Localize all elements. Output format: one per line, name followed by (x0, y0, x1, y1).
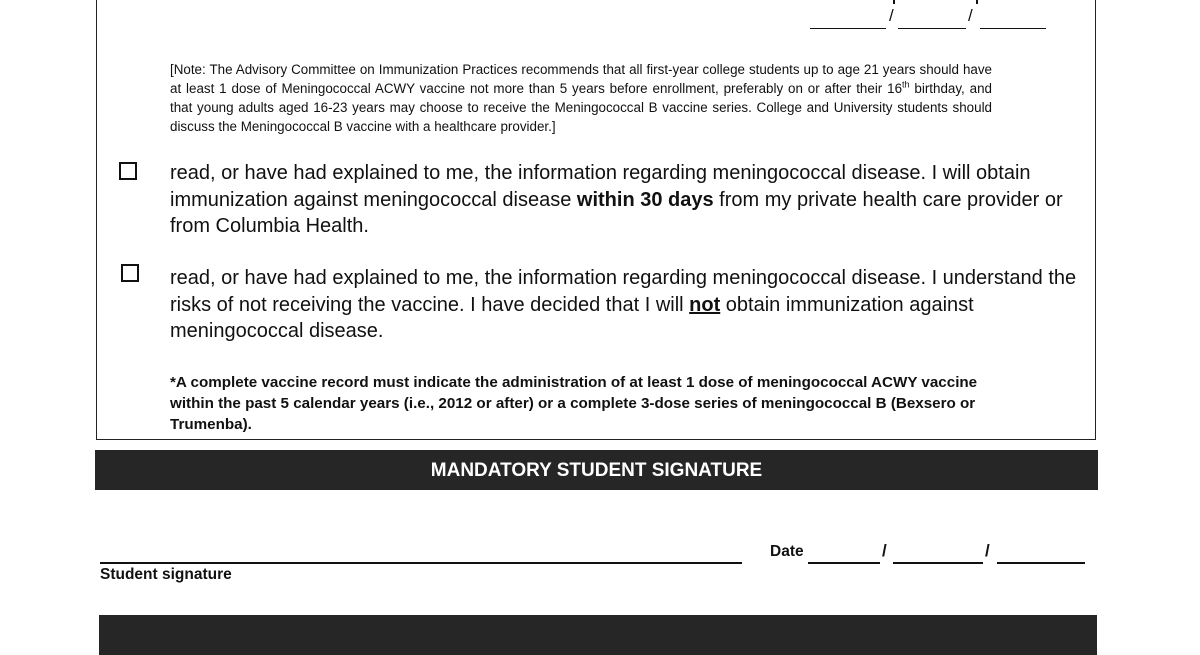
option-obtain-checkbox[interactable] (119, 162, 137, 180)
date-slash-mark (976, 0, 978, 4)
note-superscript: th (902, 79, 910, 90)
option-decline-text-a: read, or have had explained to me, the information regarding meningococcal disease. I understand the risks of not receiving the vaccine. I have decided that I will (170, 267, 1077, 316)
signature-section-header: MANDATORY STUDENT SIGNATURE (95, 450, 1098, 490)
top-date-slash: / (889, 6, 894, 25)
signature-date-slash: / (985, 541, 990, 560)
signature-date-slash: / (882, 541, 887, 560)
top-date-slash: / (968, 6, 973, 25)
option-obtain-text-a: read, or have had explained to me, the information regarding meningococcal disease. I will obtain immunization against meningococcal disease (170, 162, 1031, 211)
option-decline-checkbox[interactable] (121, 264, 139, 282)
option-obtain-deadline: within 30 days (576, 188, 714, 211)
signature-date-label: Date (770, 543, 804, 560)
student-signature-line[interactable] (100, 544, 742, 564)
signature-date-day-line[interactable] (893, 562, 983, 564)
note-text: [Note: The Advisory Committee on Immunization Practices recommends that all first-year college students up to age 21 years should have at least 1 dose of Meningococcal ACWY vaccine not more than 5 years before enrollment, preferably on or after their 16 (170, 62, 992, 96)
top-date-year-line[interactable] (980, 28, 1046, 29)
note-text-continued: birthday, and that young adults aged 16-23 years may choose to receive the Meningococcal B vaccine series. College and University students should discuss the Meningococcal B vaccine with a healthcare provider.] (170, 81, 992, 134)
signature-date-year-line[interactable] (997, 562, 1085, 564)
next-section-header-bar (99, 615, 1097, 655)
option-obtain-text (170, 160, 1080, 240)
top-date-day-line[interactable] (898, 28, 966, 29)
student-signature-label: Student signature (100, 566, 232, 583)
signature-date-month-line[interactable] (808, 562, 880, 564)
option-obtain-text-b: from my private health care provider or from Columbia Health. (170, 188, 1063, 237)
option-decline-text (170, 265, 1080, 345)
option-decline-text-b: obtain immunization against meningococcal disease. (170, 293, 974, 342)
option-decline-not: not (689, 293, 721, 316)
vaccine-record-requirement: *A complete vaccine record must indicate the administration of at least 1 dose of meningococcal ACWY vaccine within the past 5 calendar years (i.e., 2012 or after) or a complete 3-dose series of meningococcal B (Bexsero or Trumenba). (170, 374, 978, 433)
acip-note (170, 60, 992, 136)
date-slash-mark (893, 0, 895, 4)
top-date-month-line[interactable] (810, 28, 886, 29)
